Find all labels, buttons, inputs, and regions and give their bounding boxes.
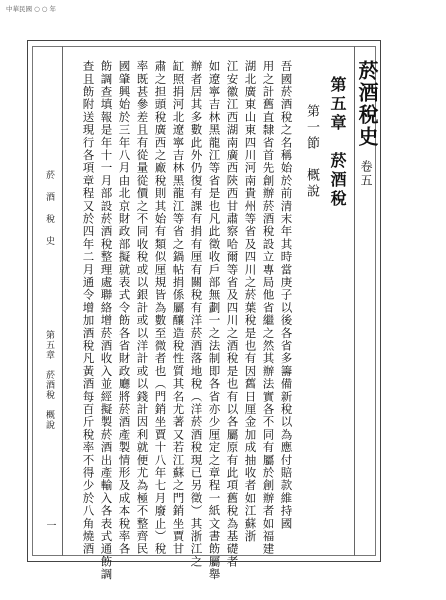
body-column-11: 飭調查填報是年十一月部設菸酒稅整理處聯絡增菸酒收入並經擬製菸酒出產輸入各表式通飭調: [99, 60, 114, 581]
footer-rule: [62, 46, 63, 556]
body-column-2: 用之計舊直隸省首先創辦菸酒稅設立專局他省繼之然其辦法實各不同有屬於創辦者如福建: [261, 60, 276, 556]
body-column-5: 如遼寧吉林黑龍江等省是也凡此徵收戶部無劃一之法制即各省亦少厘定之章程一紙文書飭屬舉: [207, 60, 222, 581]
body-column-7: 缸照捐河北遼寧吉林黑龍江等省之鍋帖捐係屬釀造稅性質其名尤著又若江蘇之門銷坐賈甘: [171, 60, 186, 556]
body-column-12: 查且飭附送現行各項章程又於四年二月通令增加酒稅凡黃酒每百斤稅率不得少於八角燒酒: [81, 60, 96, 556]
volume-label: 卷五: [359, 160, 373, 188]
body-column-8: 肅之担頭稅廣西之廠稅則其始有類似厘規皆為數至微者也（門銷坐賈十八年七月廢止）稅: [153, 60, 168, 556]
running-title: 菸 酒 稅 史: [44, 170, 54, 247]
body-column-6: 辦者居其多數此外仍復有課有捐有厘有關稅有洋菸酒落地稅（洋菸酒稅現已另徵）其浙江之: [189, 60, 204, 568]
margin-note: 中華民國 ○ ○ 年: [6, 5, 57, 13]
page-number: 一: [44, 520, 55, 530]
chapter-heading: 第五章 菸酒稅: [328, 76, 347, 209]
body-column-4: 江安徽江西湖南廣西陝西甘肅察哈爾等省及四川之酒稅是也有以各屬原有此項舊稅為基礎者: [225, 60, 240, 568]
body-column-3: 湖北廣東山東四川河南貴州等省及四川之菸葉稅是也有因舊日厘金加成抽收者如江蘇浙: [243, 60, 258, 543]
body-column-10: 國肇興始於三年八月由北京財政部擬就表式令飭各省財政廳將菸酒產製情形及成本稅率各: [117, 60, 132, 556]
section-heading: 第一節 概說: [304, 104, 319, 200]
book-title: 菸酒稅史: [355, 60, 379, 148]
body-column-9: 率既甚參差且有從量從價之不同收稅或以銀計或以洋計或以錢計因利就便尤為極不整齊民: [135, 60, 150, 556]
running-chapter: 第五章 菸酒稅 概說: [44, 330, 54, 430]
body-column-1: 吾國菸酒稅之名稱始於前清末年其時當庚子以後各省多籌備新稅以為應付賠款維持國: [279, 60, 294, 530]
